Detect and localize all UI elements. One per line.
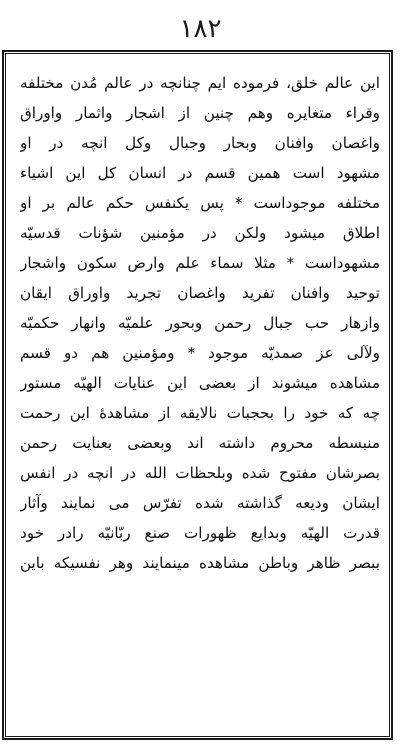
text-line: اطلاق میشود ولکن در مؤمنین شؤنات قدسیّه <box>20 224 380 242</box>
text-line: منبسطه محروم داشته اند وبعضی بعنایت رحمن <box>20 434 380 452</box>
text-line: مشهوداست * مثلا سماء علم وارض سکون واشجار <box>20 254 380 272</box>
text-line: ولآلی عز صمدیّه موجود * ومؤمنین هم دو قسم <box>20 344 380 362</box>
text-line: توحید وافنان تفرید واغصان تجرید واوراق ایقان <box>20 284 380 302</box>
text-line: این عالم خلق، فرموده ایم چنانچه در عالم مُدن مختلفه <box>20 74 380 92</box>
page-number: ۱۸۲ <box>179 14 222 44</box>
text-line: مشاهده میشوند از بعضی این عنایات الهیّه مستور <box>20 374 380 392</box>
text-line: مختلفه موجوداست * پس یکنفس حکم عالم بر او <box>20 194 380 212</box>
text-line: مشهود است همین قسم در انسان کل این اشیاء <box>20 164 380 182</box>
text-line: ببصر ظاهر وباطن مشاهده مینمایند وهر نفسیکه باین <box>20 554 380 572</box>
text-line: بصرشان مفتوح شده وبلحظات الله در انچه در انفس <box>20 464 380 482</box>
text-line: واغصان وافنان وبحار وجبال وکل انچه در او <box>20 134 380 152</box>
text-line: قدرت الهیّه وبدایع ظهورات صنع ربّانیّه رادر خود <box>20 524 380 542</box>
body-text <box>20 68 380 578</box>
text-line: وازهار حب جبال رحمن وبحور علمیّه وانهار حکمیّه <box>20 314 380 332</box>
text-line: چه که خود را بحجبات نالایقه از مشاهدهٔ این رحمت <box>20 404 380 422</box>
text-line: وقراء متغایره وهم چنین از اشجار واثمار واوراق <box>20 104 380 122</box>
text-line: ایشان ودیعه گذاشته شده تفرّس می نمایند وآثار <box>20 494 380 512</box>
